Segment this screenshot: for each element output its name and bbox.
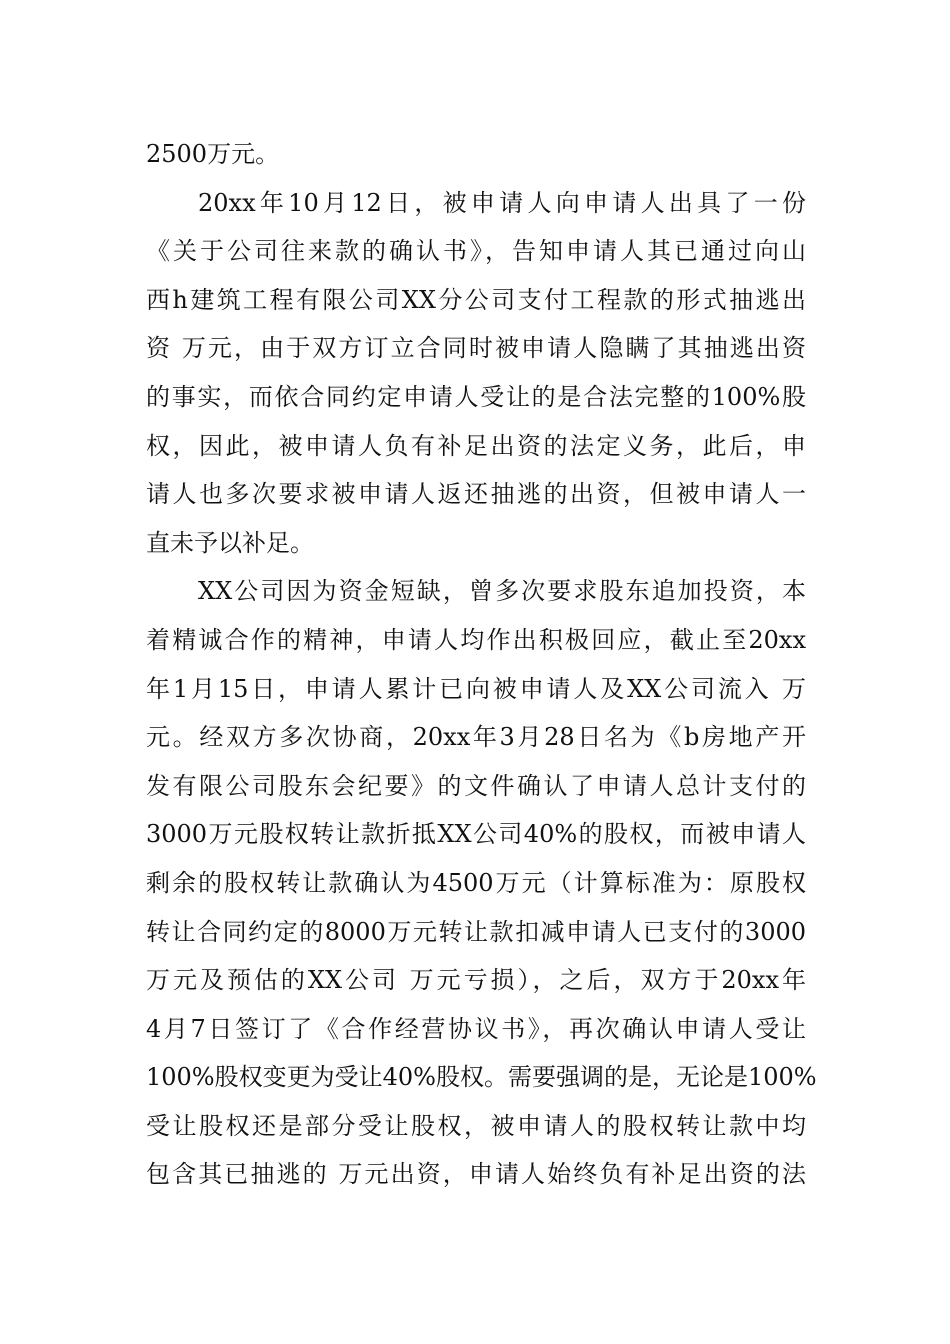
text-line: 3000万元股权转让款折抵XX公司40%的股权，而被申请人 xyxy=(146,820,806,849)
text-line: 4月7日签订了《合作经营协议书》，再次确认申请人受让 xyxy=(146,1014,806,1043)
text-line: 的事实，而依合同约定申请人受让的是合法完整的100%股 xyxy=(146,382,806,411)
body-text xyxy=(146,130,817,1199)
text-line: 直未予以补足。 xyxy=(146,528,314,557)
text-line: 剩余的股权转让款确认为4500万元（计算标准为：原股权 xyxy=(146,868,806,897)
paragraph-first-line: 20xx年10月12日，被申请人向申请人出具了一份 xyxy=(198,188,806,217)
text-line: 西h建筑工程有限公司XX分公司支付工程款的形式抽逃出 xyxy=(146,285,806,314)
text-line: 受让股权还是部分受让股权，被申请人的股权转让款中均 xyxy=(146,1111,806,1140)
text-line: 100%股权变更为受让40%股权。需要强调的是，无论是100% xyxy=(146,1063,817,1092)
paragraph-first-line: XX公司因为资金短缺，曾多次要求股东追加投资，本 xyxy=(198,577,806,606)
text-line: 资 万元，由于双方订立合同时被申请人隐瞒了其抽逃出资 xyxy=(146,334,806,363)
text-line: 年1月15日，申请人累计已向被申请人及XX公司流入 万 xyxy=(146,674,806,703)
text-line: 着精诚合作的精神，申请人均作出积极回应，截止至20xx xyxy=(146,625,806,654)
text-line: 2500万元。 xyxy=(146,140,280,168)
text-line: 万元及预估的XX公司 万元亏损），之后，双方于20xx年 xyxy=(146,966,806,995)
text-line: 权，因此，被申请人负有补足出资的法定义务，此后，申 xyxy=(146,431,806,460)
text-line: 发有限公司股东会纪要》的文件确认了申请人总计支付的 xyxy=(146,771,806,800)
text-line: 元。经双方多次协商，20xx年3月28日名为《b房地产开 xyxy=(146,723,806,752)
text-line: 请人也多次要求被申请人返还抽逃的出资，但被申请人一 xyxy=(146,480,806,509)
text-line: 转让合同约定的8000万元转让款扣减申请人已支付的3000 xyxy=(146,917,806,946)
text-line: 《关于公司往来款的确认书》，告知申请人其已通过向山 xyxy=(146,237,806,266)
text-line: 包含其已抽逃的 万元出资，申请人始终负有补足出资的法 xyxy=(146,1160,806,1189)
